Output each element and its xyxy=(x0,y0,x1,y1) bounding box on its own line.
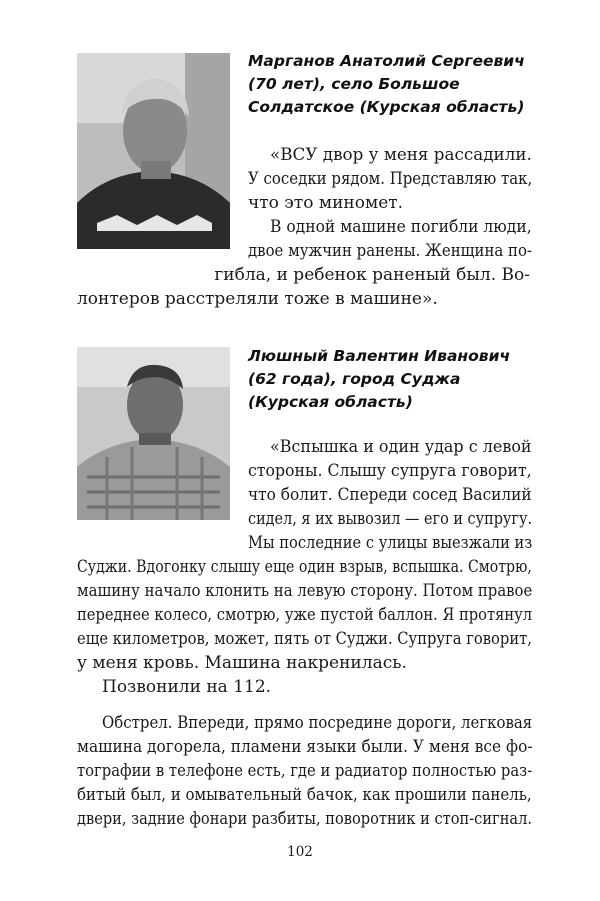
text-line: Суджи. Вдогонку слышу еще один взрыв, вспышка. Смотрю, xyxy=(77,557,532,577)
heading-line: (Курская область) xyxy=(248,393,413,411)
heading-line: (62 года), город Суджа xyxy=(248,370,461,388)
heading-line: (70 лет), село Большое xyxy=(248,75,460,93)
text-line: В одной машине погибли люди, xyxy=(270,217,532,237)
text-line: «Вспышка и один удар с левой xyxy=(270,437,532,457)
text-line: стороны. Слышу супруга говорит, xyxy=(248,461,532,481)
heading-line: Люшный Валентин Иванович xyxy=(248,347,511,365)
text-line: гибла, и ребенок раненый был. Во- xyxy=(214,265,530,285)
person-heading-lyushny xyxy=(248,345,568,414)
text-line: тографии в телефоне есть, где и радиатор полностью раз- xyxy=(77,761,533,781)
text-line: битый был, и омывательный бачок, как прошили панель, xyxy=(77,785,532,805)
text-line: переднее колесо, смотрю, уже пустой баллон. Я протянул xyxy=(77,605,533,625)
text-line: еще километров, может, пять от Суджи. Супруга говорит, xyxy=(77,629,532,649)
portrait-photo-lyushny xyxy=(77,347,230,520)
text-line: у меня кровь. Машина накренилась. xyxy=(77,653,407,673)
text-line: «ВСУ двор у меня рассадили. xyxy=(270,145,532,165)
text-line: сидел, я их вывозил — его и супругу. xyxy=(248,509,533,529)
text-line: У соседки рядом. Представляю так, xyxy=(248,169,533,189)
text-line: двое мужчин ранены. Женщина по- xyxy=(248,241,532,261)
page-number: 102 xyxy=(287,844,313,860)
text-line: машина догорела, пламени языки были. У меня все фо- xyxy=(77,737,533,757)
text-line: машину начало клонить на левую сторону. Потом правое xyxy=(77,581,533,601)
text-line: Позвонили на 112. xyxy=(102,677,272,697)
portrait-photo-marganov xyxy=(77,53,230,249)
heading-line: Марганов Анатолий Сергеевич xyxy=(248,52,525,70)
text-line: двери, задние фонари разбиты, поворотник и стоп-сигнал. xyxy=(77,809,533,829)
text-line: что болит. Спереди сосед Василий xyxy=(248,485,532,505)
text-line: Обстрел. Впереди, прямо посредине дороги, легковая xyxy=(102,713,533,733)
heading-line: Солдатское (Курская область) xyxy=(248,98,525,116)
text-line: что это миномет. xyxy=(248,193,404,213)
person-heading-marganov xyxy=(248,50,568,119)
text-line: Мы последние с улицы выезжали из xyxy=(248,533,533,553)
text-line: лонтеров расстреляли тоже в машине». xyxy=(77,289,438,309)
